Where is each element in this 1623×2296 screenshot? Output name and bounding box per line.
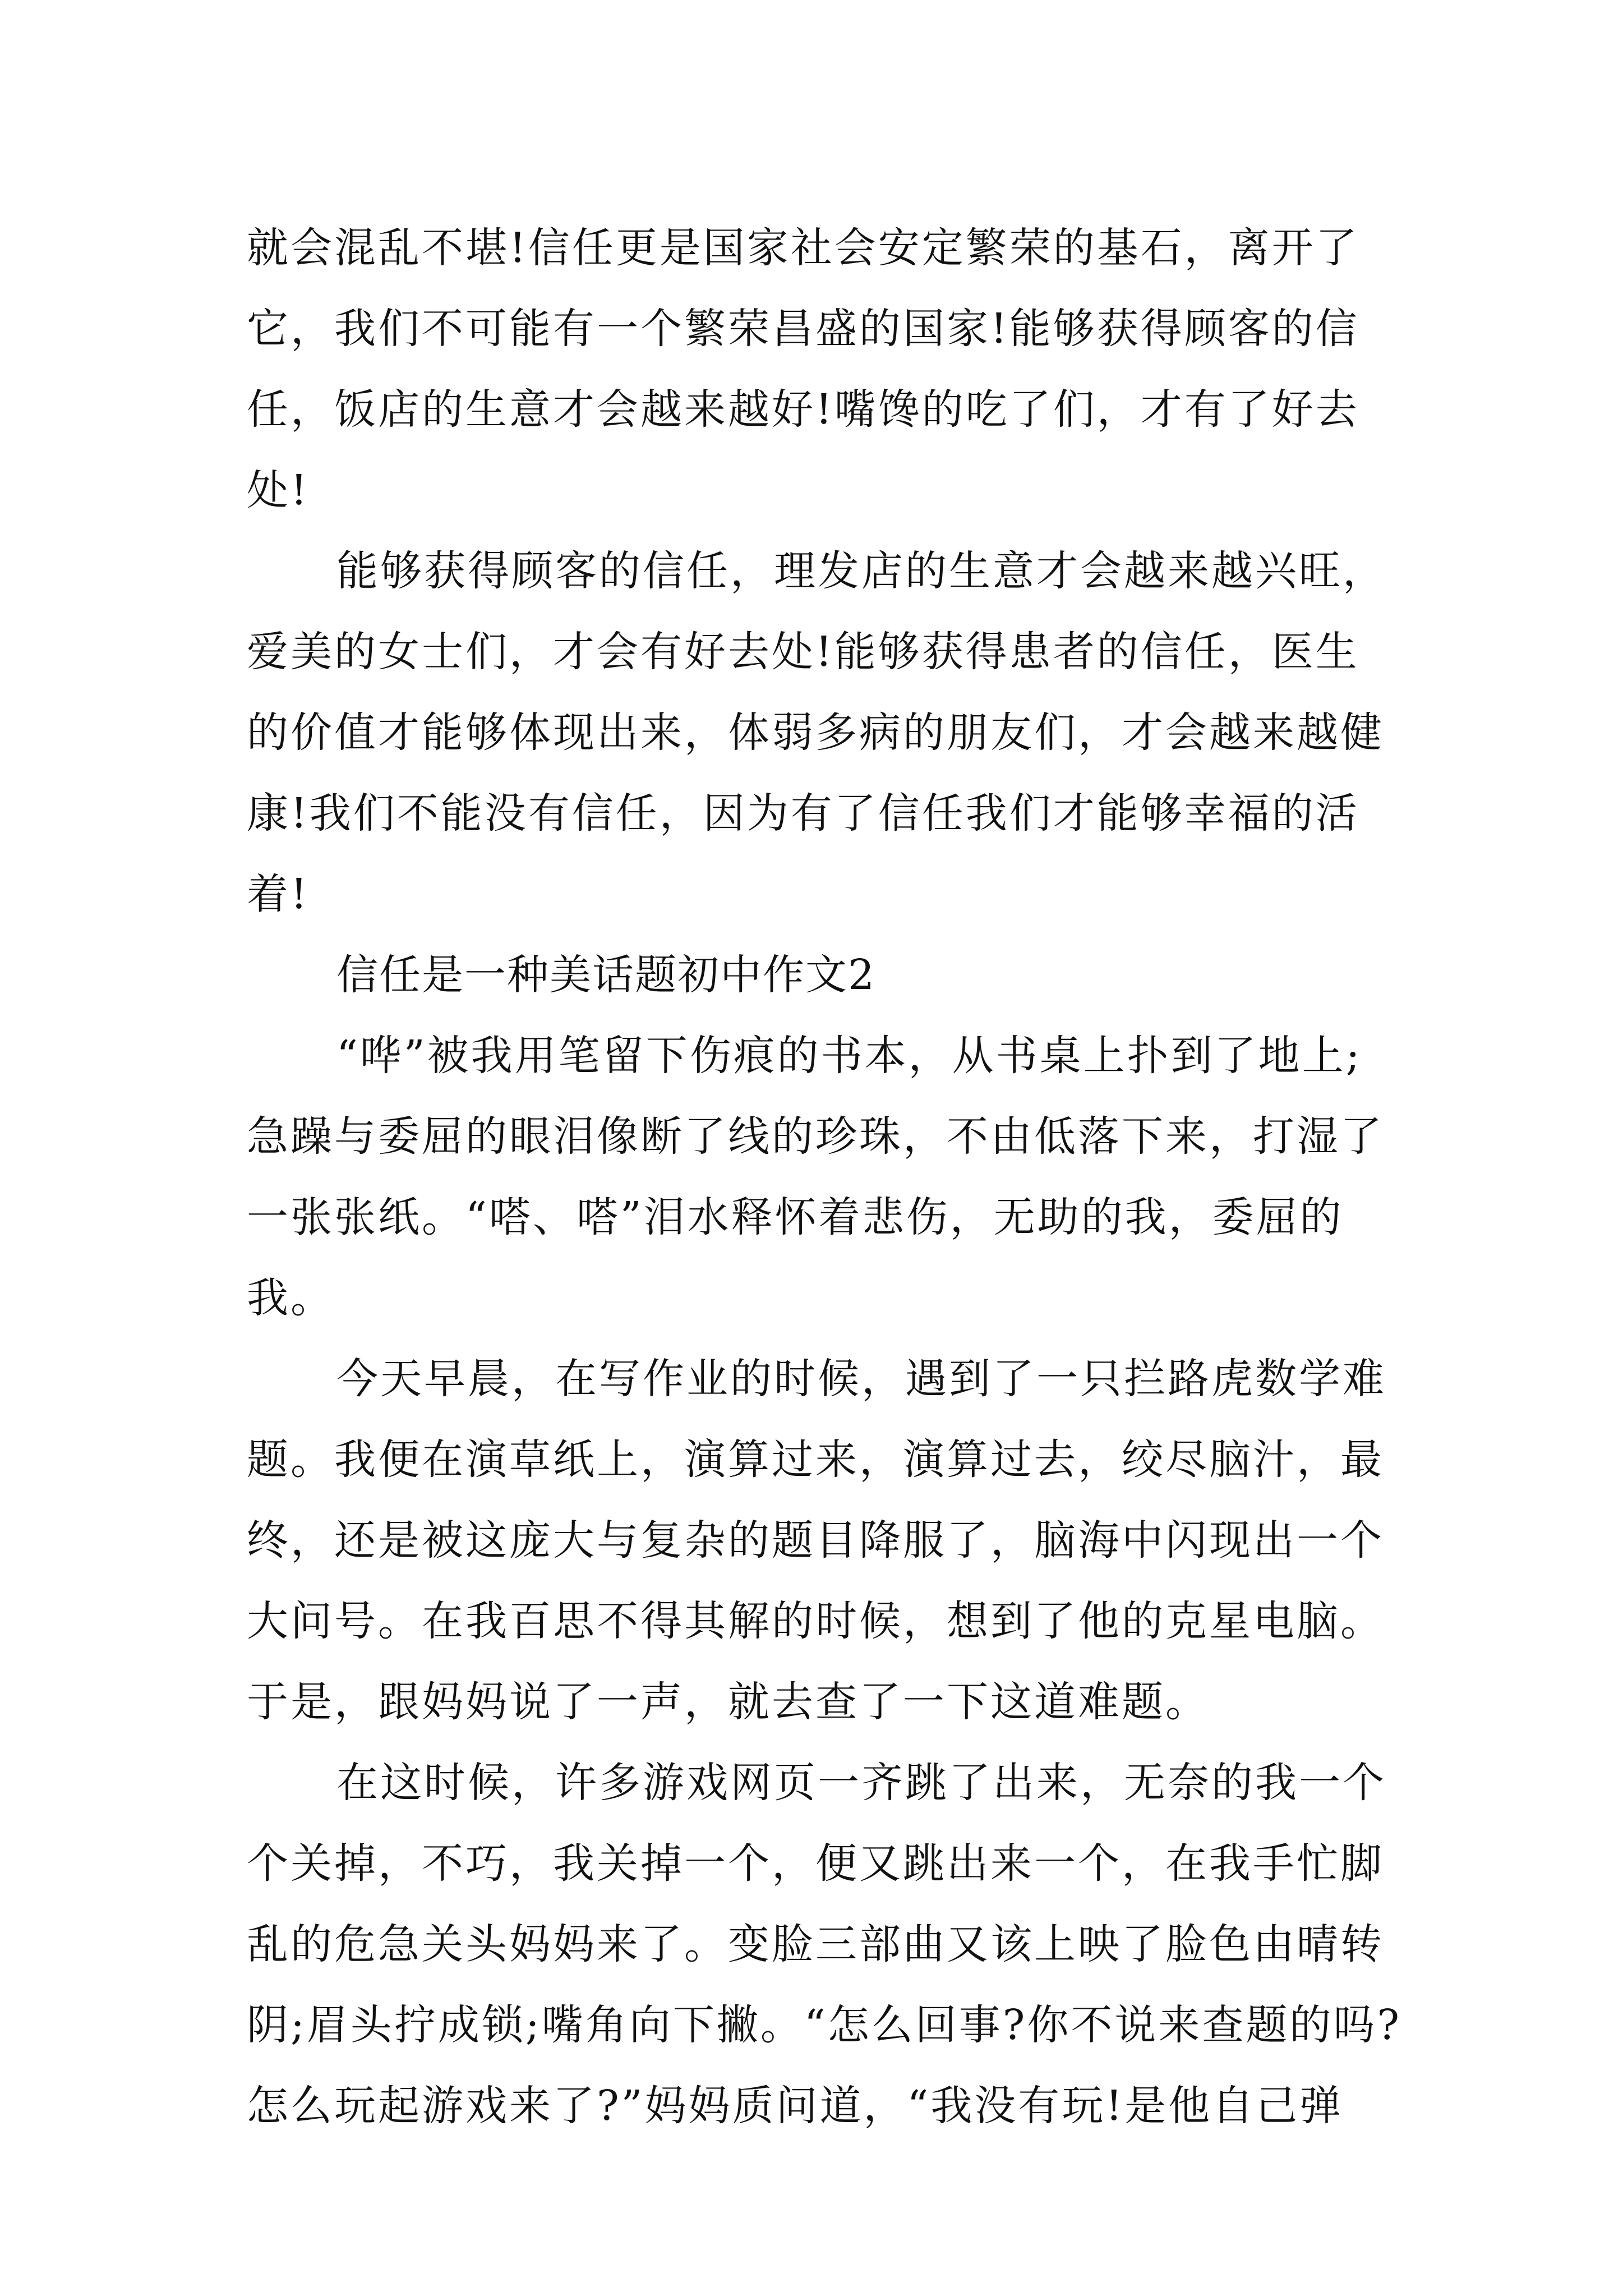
text-line: 我。 xyxy=(247,1274,334,1322)
text-line: 爱美的女士们，才会有好去处!能够获得患者的信任，医生 xyxy=(247,628,1359,676)
document-body xyxy=(247,208,1402,2146)
text-line: 于是，跟妈妈说了一声，就去查了一下这道难题。 xyxy=(247,1678,1209,1726)
text-line: 着! xyxy=(247,870,310,918)
text-line: 乱的危急关头妈妈来了。变脸三部曲又该上映了脸色由晴转 xyxy=(247,1920,1384,1968)
paragraph-first-line: 能够获得顾客的信任，理发店的生意才会越来越兴旺， xyxy=(336,547,1386,595)
text-line: 的价值才能够体现出来，体弱多病的朋友们，才会越来越健 xyxy=(247,708,1384,757)
paragraph-first-line: 今天早晨，在写作业的时候，遇到了一只拦路虎数学难 xyxy=(336,1355,1386,1403)
text-line: 处! xyxy=(247,466,310,514)
section-title: 信任是一种美话题初中作文2 xyxy=(336,951,876,999)
text-line: 阴;眉头拧成锁;嘴角向下撇。“怎么回事?你不说来查题的吗? xyxy=(247,2001,1402,2049)
text-line: 急躁与委屈的眼泪像断了线的珍珠，不由低落下来，打湿了 xyxy=(247,1112,1384,1161)
text-line: 一张张纸。“嗒、嗒”泪水释怀着悲伤，无助的我，委屈的 xyxy=(247,1193,1344,1241)
paragraph-first-line: 在这时候，许多游戏网页一齐跳了出来，无奈的我一个 xyxy=(336,1759,1386,1807)
text-line: 就会混乱不堪!信任更是国家社会安定繁荣的基石，离开了 xyxy=(247,224,1359,272)
text-line: 康!我们不能没有信任，因为有了信任我们才能够幸福的活 xyxy=(247,789,1359,838)
text-line: 大问号。在我百思不得其解的时候，想到了他的克星电脑。 xyxy=(247,1597,1384,1645)
text-line: 终，还是被这庞大与复杂的题目降服了，脑海中闪现出一个 xyxy=(247,1516,1384,1565)
text-line: 任，饭店的生意才会越来越好!嘴馋的吃了们，才有了好去 xyxy=(247,385,1359,434)
paragraph-first-line: “哗”被我用笔留下伤痕的书本，从书桌上扑到了地上; xyxy=(336,1032,1362,1080)
text-line: 题。我便在演草纸上，演算过来，演算过去，绞尽脑汁，最 xyxy=(247,1435,1384,1484)
text-line: 它，我们不可能有一个繁荣昌盛的国家!能够获得顾客的信 xyxy=(247,305,1359,353)
text-line: 个关掉，不巧，我关掉一个，便又跳出来一个，在我手忙脚 xyxy=(247,1839,1384,1888)
text-line: 怎么玩起游戏来了?”妈妈质问道，“我没有玩!是他自己弹 xyxy=(247,2082,1344,2130)
